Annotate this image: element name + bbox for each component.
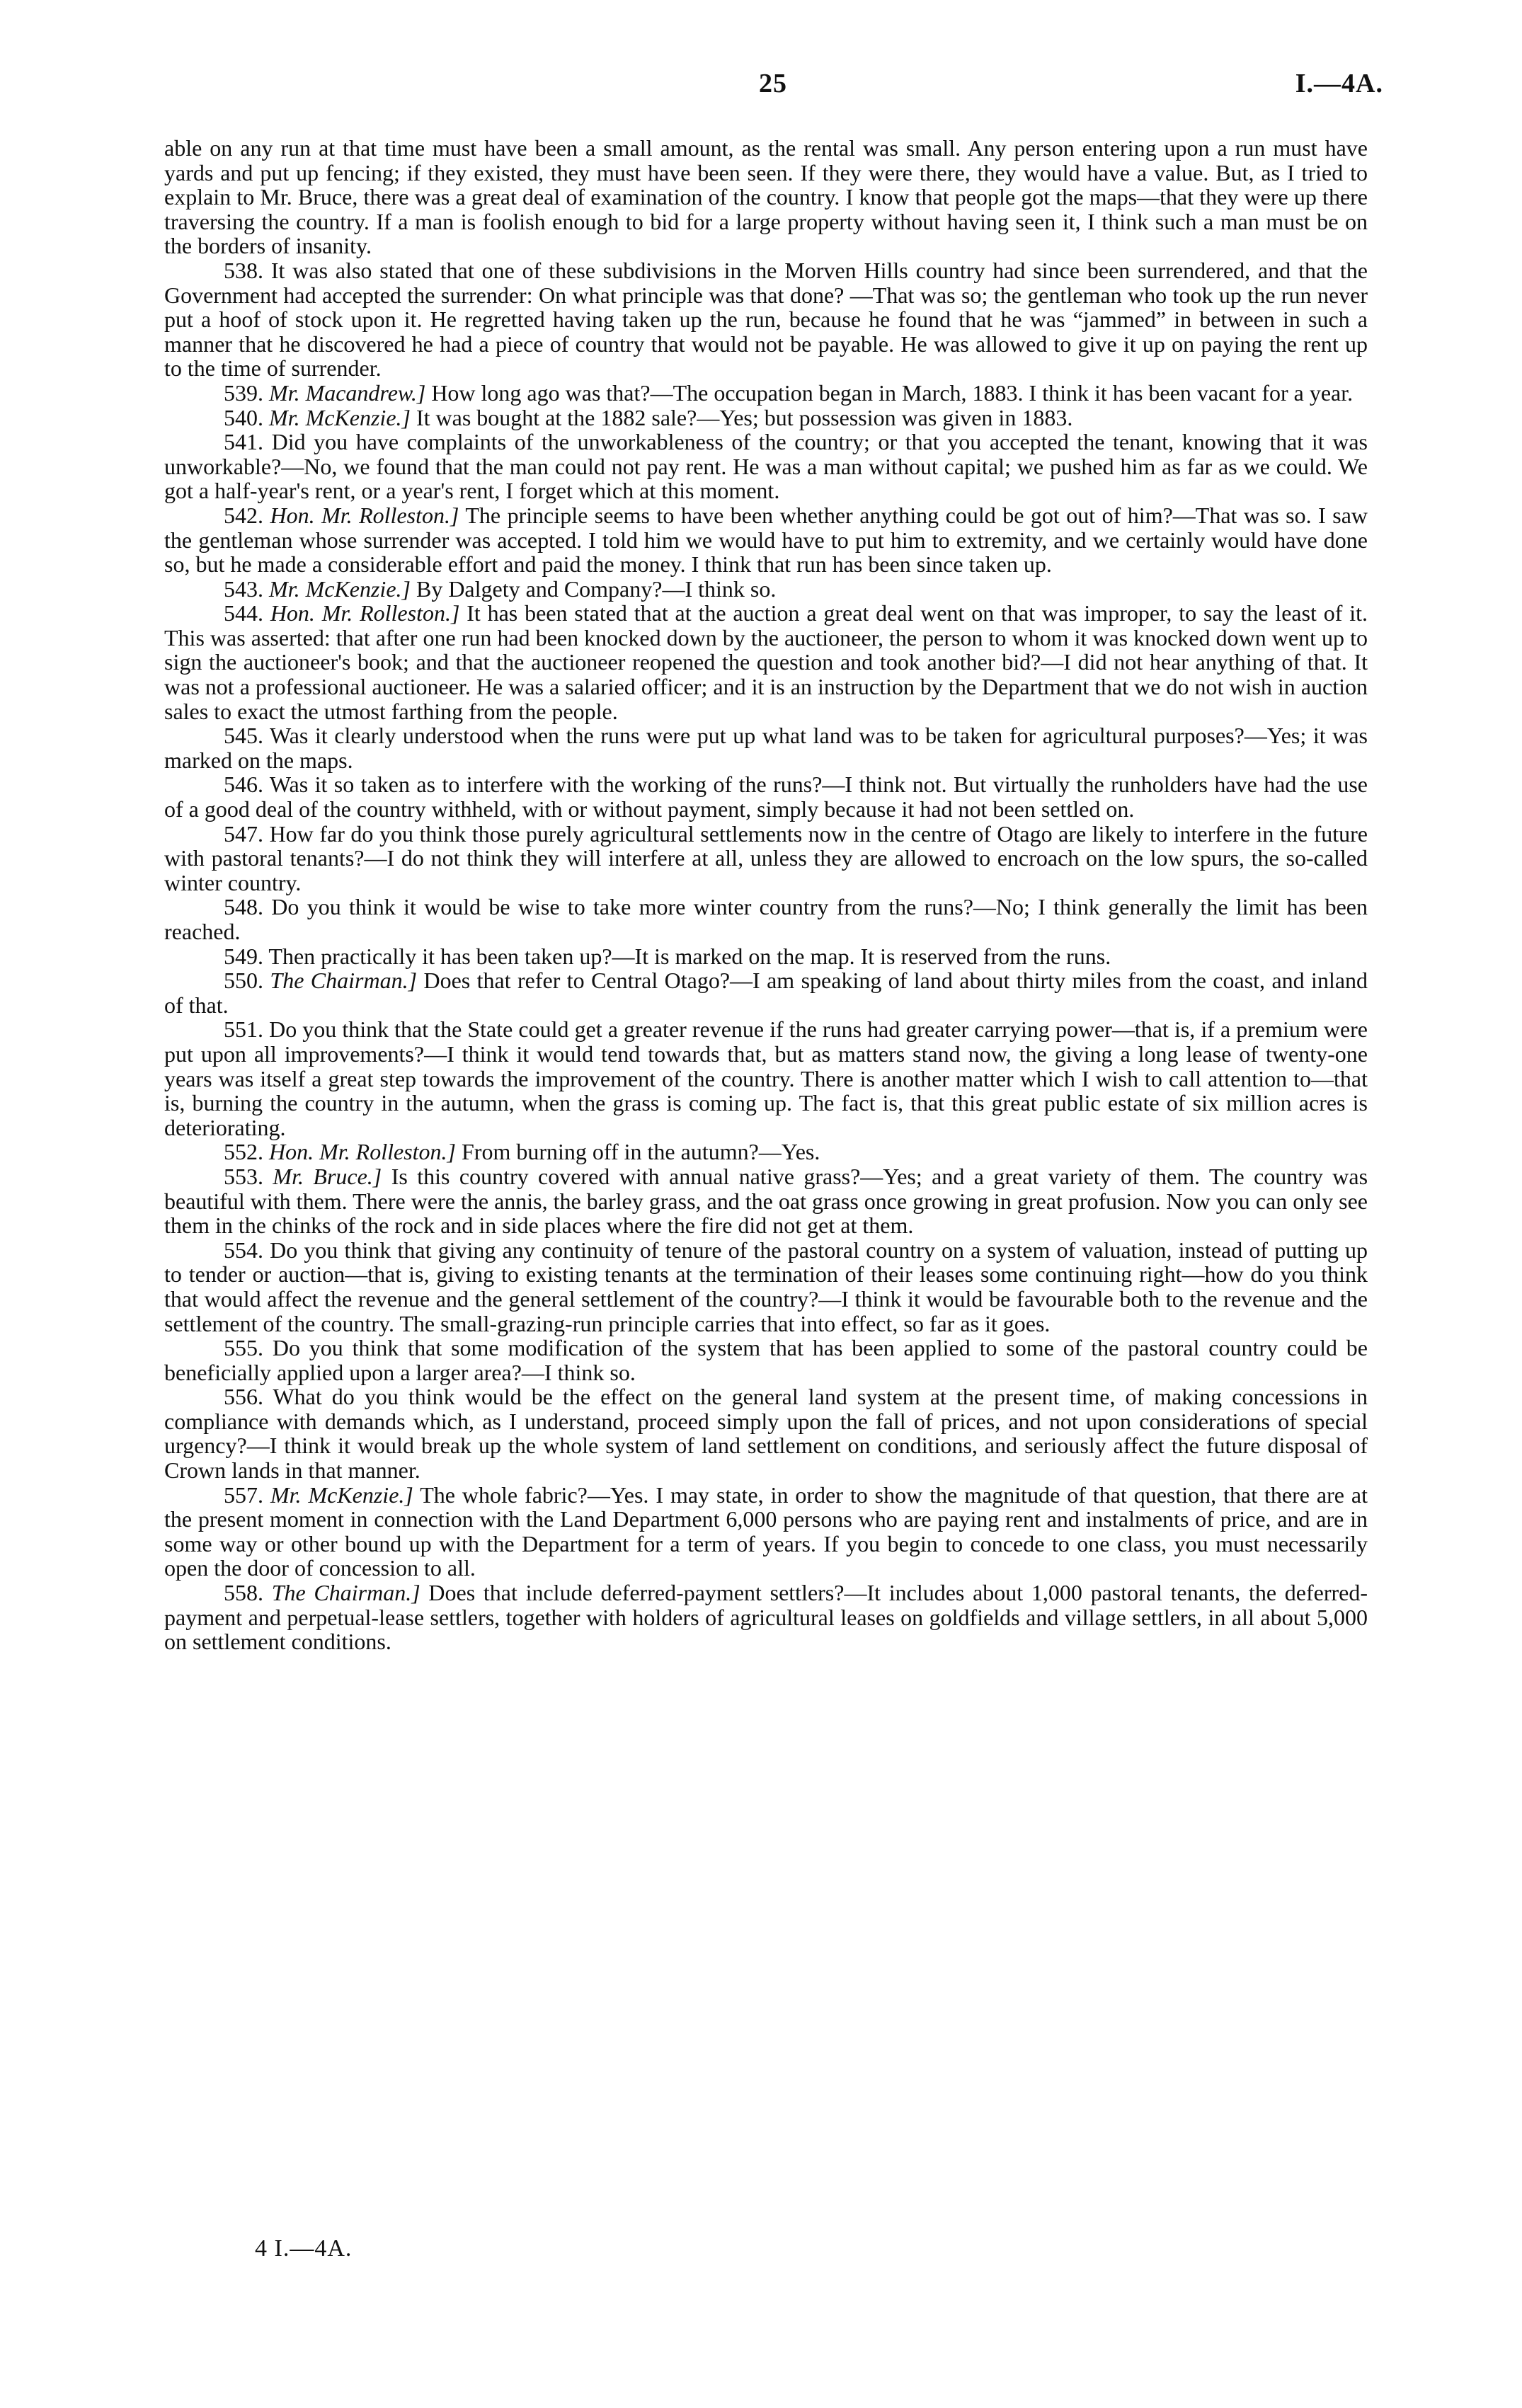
paragraph-text: Does that refer to Central Otago?—I am speaking of land about thirty miles from the coast, and inland of that. (164, 968, 1368, 1018)
paragraph-text: From burning off in the autumn?—Yes. (462, 1139, 820, 1165)
question-number: 554. (224, 1237, 263, 1263)
paragraph-text: Do you think that some modification of the system that has been applied to some of the pastoral country could be beneficially applied upon a larger area?—I think so. (164, 1335, 1368, 1385)
question-paragraph (164, 1140, 1368, 1164)
question-paragraph (164, 944, 1368, 969)
question-number: 550. (224, 968, 263, 994)
paragraph-text: By Dalgety and Company?—I think so. (416, 575, 777, 602)
speaker-name: The Chairman.] (271, 1580, 420, 1606)
question-paragraph (164, 1581, 1368, 1654)
printer-signature: 4 I.—4A. (255, 2235, 353, 2261)
question-number: 540. (224, 404, 263, 430)
document-reference: I.—4A. (1295, 69, 1383, 98)
speaker-name: Hon. Mr. Rolleston.] (269, 1139, 456, 1165)
paragraph-text: Did you have complaints of the unworkableness of the country; or that you accepted the tenant, knowing that it was unworkable?—No, we found that the man could not pay rent. He was a man without capital; we pushed him as far as we could. We got a half-year's rent, or a year's rent, I forget which at this moment. (164, 429, 1368, 504)
question-paragraph (164, 430, 1368, 503)
speaker-name: Mr. Macandrew.] (269, 379, 426, 406)
question-number: 538. (224, 257, 263, 283)
paragraph-text: What do you think would be the effect on the general land system at the present time, of making concessions in compliance with demands which, as I understand, proceed simply upon the fall of prices, and not upon considerations of special urgency?—I think it would break up the whole system of land settlement on conditions, and seriously affect the future disposal of Crown lands in that manner. (164, 1384, 1368, 1484)
question-number: 544. (224, 600, 263, 626)
paragraph-text: The whole fabric?—Yes. I may state, in order to show the magnitude of that question, that there are at the present moment in connection with the Land Department 6,000 persons who are paying rent and instalments of price, and are in some way or other bound up with the Department for a term of years. If you begin to concede to one class, you must necessarily open the door of concession to all. (164, 1481, 1368, 1581)
paragraph-text: It was also stated that one of these subdivisions in the Morven Hills country had since been surrendered, and that the Government had accepted the surrender: On what principle was that done? —That was so; the gentleman who took up the run never put a hoof of stock upon it. He regretted having taken up the run, because he found that he was “jammed” in between in such a manner that he discovered he had a piece of country that would not be payable. He was allowed to give it up on paying the rent up to the time of surrender. (164, 257, 1368, 382)
paragraph-text: Is this country covered with annual native grass?—Yes; and a great variety of them. The country was beautiful with them. There were the annis, the barley grass, and the oat grass once growing in great profusion. Now you can only see them in the chinks of the rock and in side places where the fire did not get at them. (164, 1163, 1368, 1239)
question-number: 556. (224, 1384, 263, 1410)
paragraph-text: Do you think it would be wise to take more winter country from the runs?—No; I think generally the limit has been reached. (164, 894, 1368, 944)
question-paragraph (164, 1483, 1368, 1581)
paragraph-text: Does that include deferred-payment settlers?—It includes about 1,000 pastoral tenants, the deferred-payment and perpetual-lease settlers, together with holders of agricultural leases on goldfields and village settlers, in all about 5,000 on settlement conditions. (164, 1580, 1368, 1655)
paragraph-text: The principle seems to have been whether anything could be got out of him?—That was so. I saw the gentleman whose surrender was accepted. I told him we would have to put him to extremity, and we certainly would have done so, but he made a considerable effort and paid the money. I think that run has been since taken up. (164, 502, 1368, 578)
page-number: 25 (759, 69, 787, 98)
question-paragraph (164, 1336, 1368, 1384)
paragraph-text: Was it so taken as to interfere with the working of the runs?—I think not. But virtually the runholders have had the use of a good deal of the country withheld, with or without payment, simply because it had not been settled on. (164, 772, 1368, 822)
question-number: 558. (224, 1580, 263, 1606)
paragraph-text: Do you think that giving any continuity of tenure of the pastoral country on a system of valuation, instead of putting up to tender or auction—that is, giving to existing tenants at the termination of their leases some continuing right—how do you think that would affect the revenue and the general settlement of the country?—I think it would be favourable both to the revenue and the settlement of the country. The small-grazing-run principle carries that into effect, so far as it goes. (164, 1237, 1368, 1336)
question-paragraph (164, 895, 1368, 944)
question-paragraph (164, 822, 1368, 895)
speaker-name: Mr. McKenzie.] (269, 404, 411, 430)
speaker-name: Hon. Mr. Rolleston.] (270, 600, 460, 626)
continuation-paragraph (164, 136, 1368, 258)
question-number: 552. (224, 1139, 263, 1165)
paragraph-text: Was it clearly understood when the runs were put up what land was to be taken for agricultural purposes?—Yes; it was marked on the maps. (164, 723, 1368, 773)
question-paragraph (164, 601, 1368, 723)
speaker-name: Hon. Mr. Rolleston.] (270, 502, 459, 528)
question-paragraph (164, 258, 1368, 381)
question-paragraph (164, 381, 1368, 406)
paragraph-text: It has been stated that at the auction a great deal went on that was improper, to say the least of it. This was asserted: that after one run had been knocked down by the auctioneer, the person to whom it was knocked down went up to sign the auctioneer's book; and that the auctioneer reopened the question and took another bid?—I did not hear anything of that. It was not a professional auctioneer. He was a salaried officer; and it is an instruction by the Department that we do not wish in auction sales to exact the utmost farthing from the people. (164, 600, 1368, 724)
question-number: 547. (224, 820, 263, 847)
question-number: 555. (224, 1335, 263, 1361)
speaker-name: Mr. McKenzie.] (269, 575, 411, 602)
page-header (163, 68, 1383, 110)
paragraph-text: Then practically it has been taken up?—It is marked on the map. It is reserved from the runs. (268, 943, 1111, 969)
paragraph-text: Do you think that the State could get a greater revenue if the runs had greater carrying power—that is, if a premium were put upon all improvements?—I think it would tend towards that, but as matters stand now, the giving a long lease of twenty-one years was itself a great step towards the improvement of the country. There is another matter which I wish to call attention to—that is, burning the country in the autumn, when the grass is coming up. The fact is, that this great public estate of six million acres is deteriorating. (164, 1016, 1368, 1140)
question-number: 557. (224, 1481, 263, 1508)
question-number: 546. (224, 772, 263, 798)
speaker-name: Mr. McKenzie.] (270, 1481, 413, 1508)
question-paragraph (164, 723, 1368, 772)
question-number: 548. (224, 894, 263, 920)
question-number: 553. (224, 1163, 263, 1189)
speaker-name: Mr. Bruce.] (273, 1163, 382, 1189)
question-paragraph (164, 503, 1368, 577)
question-paragraph (164, 1384, 1368, 1482)
question-number: 551. (224, 1016, 263, 1043)
paragraph-text: How long ago was that?—The occupation began in March, 1883. I think it has been vacant for a year. (431, 379, 1354, 406)
body-text (164, 136, 1368, 1654)
question-paragraph (164, 577, 1368, 602)
question-number: 542. (224, 502, 263, 528)
question-number: 545. (224, 723, 263, 749)
question-number: 541. (224, 429, 263, 455)
question-paragraph (164, 968, 1368, 1017)
question-number: 539. (224, 379, 263, 406)
question-number: 543. (224, 575, 263, 602)
paragraph-text: How far do you think those purely agricultural settlements now in the centre of Otago are likely to interfere in the future with pastoral tenants?—I do not think they will interfere at all, unless they are allowed to encroach on the low spurs, the so-called winter country. (164, 820, 1368, 895)
question-paragraph (164, 1164, 1368, 1238)
question-paragraph (164, 406, 1368, 430)
paragraph-text: It was bought at the 1882 sale?—Yes; but possession was given in 1883. (416, 404, 1073, 430)
question-paragraph (164, 1017, 1368, 1140)
question-number: 549. (224, 943, 263, 969)
question-paragraph (164, 772, 1368, 821)
question-paragraph (164, 1238, 1368, 1336)
paragraph-text: able on any run at that time must have been a small amount, as the rental was small. Any person entering upon a run must have yards and put up fencing; if they existed, they must have been seen. If they were there, they would have a value. But, as I tried to explain to Mr. Bruce, there was a great deal of examination of the country. I know that people got the maps—that they were up there traversing the country. If a man is foolish enough to bid for a large property without having seen it, I think such a man must be on the borders of insanity. (164, 135, 1368, 259)
speaker-name: The Chairman.] (270, 968, 418, 994)
